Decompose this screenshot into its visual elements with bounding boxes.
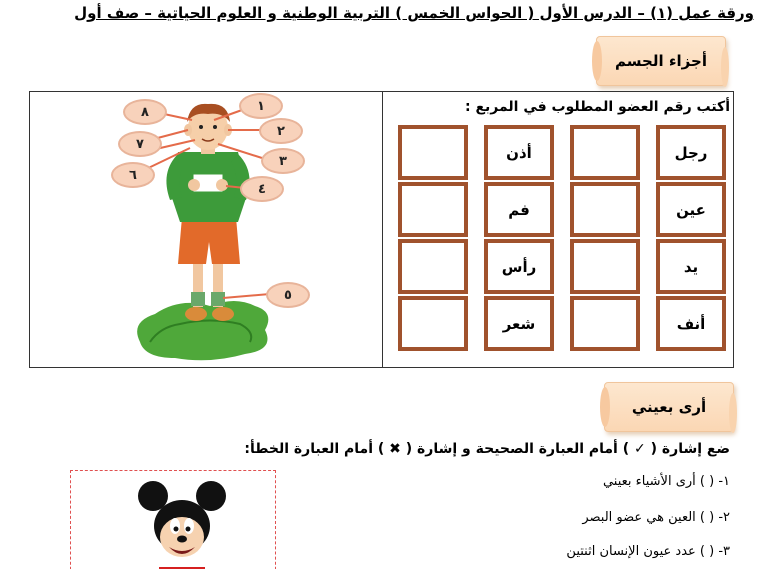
answer-box[interactable] [398,296,468,351]
answer-box[interactable] [570,296,640,351]
answer-column-2 [398,125,468,353]
label-bubble-8: ٨ [123,99,167,125]
word-cell: يد [656,239,726,294]
boy-illustration [30,92,370,367]
answer-box[interactable] [398,125,468,180]
word-cell: عين [656,182,726,237]
answer-box[interactable] [570,125,640,180]
word-column-2 [484,125,554,353]
word-cell: أنف [656,296,726,351]
column-divider [382,92,383,367]
statement-item-3[interactable]: ٣- ( ) عدد عيون الإنسان اثنتين [566,544,730,559]
answer-box[interactable] [398,182,468,237]
label-bubble-5: ٥ [266,282,310,308]
true-false-instruction: ضع إشارة ( ✓ ) أمام العبارة الصحيحة و إشارة ( ✖ ) أمام العبارة الخطأ: [244,441,730,457]
section-banner-body-parts [596,36,726,86]
right-shoe [212,307,234,321]
left-shoe [185,307,207,321]
word-cell: فم [484,182,554,237]
word-cell: أذن [484,125,554,180]
section-banner-label: أجزاء الجسم [615,52,707,70]
word-cell: رأس [484,239,554,294]
word-cell: رجل [656,125,726,180]
label-bubble-2: ٢ [259,118,303,144]
answer-box[interactable] [570,182,640,237]
label-bubble-7: ٧ [118,131,162,157]
label-bubble-3: ٣ [261,148,305,174]
image-frame [70,470,276,569]
right-hand [216,179,228,191]
label-bubble-4: ٤ [240,176,284,202]
word-column-1 [656,125,726,353]
word-cell: شعر [484,296,554,351]
answer-box[interactable] [398,239,468,294]
instruction-text: أكتب رقم العضو المطلوب في المربع : [465,99,730,115]
left-hand [188,179,200,191]
statement-item-2[interactable]: ٢- ( ) العين هي عضو البصر [582,510,730,525]
answer-box[interactable] [570,239,640,294]
worksheet-title: ورقة عمل (١) – الدرس الأول ( الحواس الخمس ) التربية الوطنية و العلوم الحياتية – صف أول [74,4,754,22]
section-banner-label: أرى بعيني [631,398,707,416]
answer-column-1 [570,125,640,353]
statement-item-1[interactable]: ١- ( ) أرى الأشياء بعيني [602,474,730,489]
section-banner-i-see [604,382,734,432]
mickey-mouse-picture [71,471,277,569]
label-bubble-1: ١ [239,93,283,119]
shorts [178,217,240,264]
label-bubble-6: ٦ [111,162,155,188]
